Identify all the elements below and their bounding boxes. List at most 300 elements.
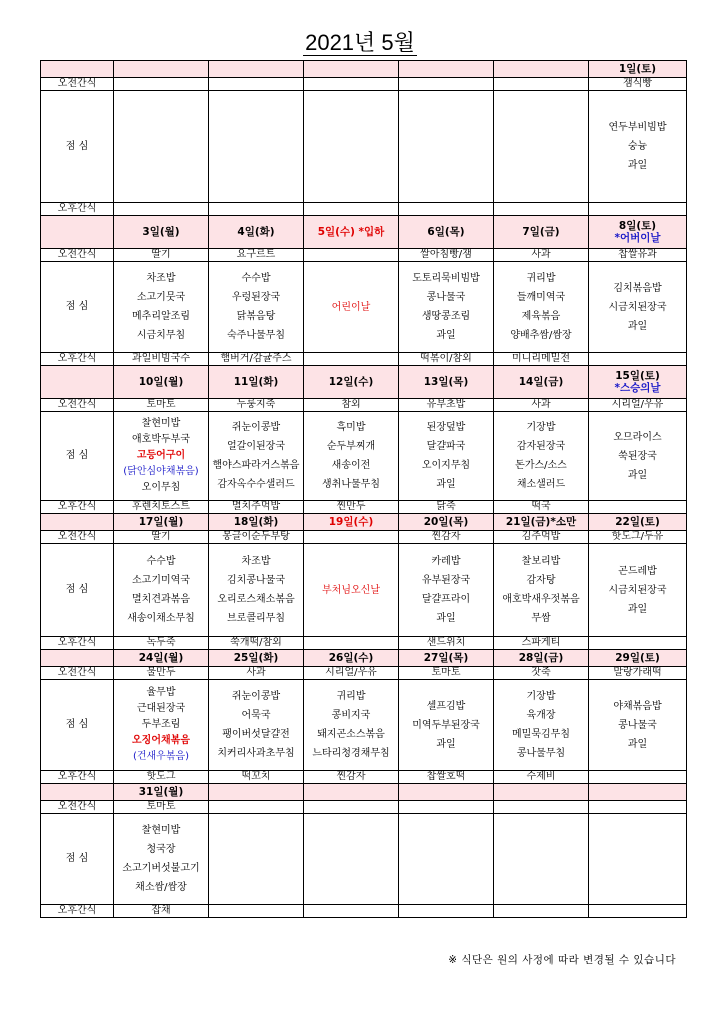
- lunch-cell: [589, 262, 687, 353]
- day-label: 27일(목): [423, 652, 469, 664]
- day-label: 25일(화): [233, 652, 279, 664]
- lunch-row: [41, 262, 687, 353]
- day-header-row: [41, 61, 687, 78]
- lunch-item: 달걀프라이: [421, 594, 471, 605]
- lunch-item: 시금치무침: [136, 330, 186, 341]
- lunch-cell: [399, 91, 494, 203]
- day-label: 26일(수): [328, 652, 374, 664]
- lunch-item: 순두부찌개: [326, 441, 376, 452]
- afternoon-snack-cell: [209, 905, 304, 918]
- afternoon-snack-cell: 미니리메밀전: [494, 353, 589, 366]
- lunch-item: 김치콩나물국: [227, 575, 285, 586]
- day-header-cell: [494, 366, 589, 399]
- morning-snack-cell: [209, 78, 304, 91]
- day-header-cell: [304, 216, 399, 249]
- lunch-row: [41, 91, 687, 203]
- menu-table: [40, 60, 687, 918]
- lunch-item: 생땅콩조림: [421, 311, 471, 322]
- afternoon-snack-label: 오후간식: [41, 771, 114, 784]
- morning-snack-cell: [304, 249, 399, 262]
- day-header-cell: [589, 366, 687, 399]
- afternoon-snack-cell: 핫도그: [114, 771, 209, 784]
- lunch-item: 쑥된장국: [618, 450, 657, 462]
- lunch-item: 두부조림: [141, 719, 181, 730]
- lunch-item: 과일: [627, 469, 648, 481]
- lunch-row: [41, 544, 687, 637]
- day-header-cell: [304, 514, 399, 531]
- lunch-item: 야채볶음밥: [613, 700, 662, 712]
- lunch-item: 차조밥: [146, 273, 176, 284]
- day-header-row: [41, 784, 687, 801]
- afternoon-snack-cell: [209, 203, 304, 216]
- morning-snack-label: 오전간식: [41, 801, 114, 814]
- morning-snack-cell: 물만두: [114, 667, 209, 680]
- lunch-label: 점 심: [41, 814, 114, 905]
- afternoon-snack-cell: [304, 353, 399, 366]
- day-label: 4일(화): [237, 226, 275, 238]
- afternoon-snack-cell: 떡꼬치: [209, 771, 304, 784]
- lunch-item: 오징어채볶음: [132, 735, 190, 746]
- day-header-cell: [114, 61, 209, 78]
- lunch-cell: [494, 544, 589, 637]
- lunch-item: 달걀파국: [426, 441, 466, 452]
- lunch-label: 점 심: [41, 412, 114, 501]
- lunch-item: 과일: [436, 330, 456, 341]
- morning-snack-cell: [589, 801, 687, 814]
- day-header-cell: [399, 784, 494, 801]
- lunch-item: 기장밥: [526, 691, 556, 702]
- lunch-item: 연두부비빔밥: [608, 122, 667, 133]
- lunch-item: 숙주나물무침: [227, 330, 285, 341]
- afternoon-snack-cell: [494, 905, 589, 918]
- day-label: 21일(금)*소만: [505, 516, 577, 528]
- day-label: 31일(월): [138, 786, 184, 798]
- day-label: 6일(목): [427, 226, 465, 238]
- lunch-item: 돈가스/소스: [515, 460, 567, 471]
- lunch-item: 과일: [627, 738, 648, 750]
- morning-snack-cell: [399, 801, 494, 814]
- afternoon-snack-cell: [589, 905, 687, 918]
- morning-snack-cell: 쌀아침빵/잼: [399, 249, 494, 262]
- lunch-item: 셀프김밥: [426, 700, 466, 712]
- lunch-item: 무쌈: [531, 613, 551, 624]
- morning-snack-cell: 찹쌀유과: [589, 249, 687, 262]
- lunch-cell: [399, 814, 494, 905]
- lunch-cell: [494, 814, 589, 905]
- morning-snack-cell: 잣죽: [494, 667, 589, 680]
- lunch-item: 청국장: [146, 844, 176, 855]
- afternoon-snack-cell: 수제비: [494, 771, 589, 784]
- lunch-label: 점 심: [41, 91, 114, 203]
- lunch-item: 오이무침: [141, 482, 181, 493]
- morning-snack-row: [41, 78, 687, 91]
- afternoon-snack-cell: 녹두죽: [114, 637, 209, 650]
- day-header-cell: [114, 514, 209, 531]
- afternoon-snack-cell: 찐만두: [304, 501, 399, 514]
- lunch-cell: [209, 814, 304, 905]
- afternoon-snack-label: 오후간식: [41, 637, 114, 650]
- lunch-cell: [114, 544, 209, 637]
- lunch-item: 미역두부된장국: [412, 719, 480, 731]
- day-header-cell: [209, 514, 304, 531]
- day-header-cell: [494, 514, 589, 531]
- lunch-item: 메추리알조림: [132, 311, 190, 322]
- lunch-item: 쥐눈이콩밥: [231, 422, 281, 433]
- afternoon-snack-cell: [114, 203, 209, 216]
- afternoon-snack-cell: [304, 203, 399, 216]
- morning-snack-row: [41, 399, 687, 412]
- lunch-item: 콩나물국: [426, 292, 466, 303]
- day-label: 20일(목): [423, 516, 469, 528]
- lunch-cell: [209, 91, 304, 203]
- day-label: 12일(수): [328, 376, 374, 388]
- morning-snack-cell: 요구르트: [209, 249, 304, 262]
- day-label: 10일(월): [138, 376, 184, 388]
- lunch-item: 메밀묵김무침: [512, 729, 570, 740]
- day-label: 14일(금): [518, 376, 564, 388]
- lunch-item: 오므라이스: [613, 431, 662, 443]
- day-header-cell: [209, 61, 304, 78]
- day-label: 3일(월): [142, 226, 180, 238]
- lunch-item: 소고기버섯불고기: [122, 863, 200, 874]
- lunch-cell: [304, 412, 399, 501]
- afternoon-snack-cell: [304, 637, 399, 650]
- lunch-item: 찰현미밥: [141, 825, 181, 836]
- morning-snack-cell: 말랑가래떡: [589, 667, 687, 680]
- afternoon-snack-cell: [589, 353, 687, 366]
- lunch-item: 시금치된장국: [608, 584, 667, 596]
- lunch-cell: [399, 680, 494, 771]
- morning-snack-label: 오전간식: [41, 667, 114, 680]
- afternoon-snack-cell: [589, 501, 687, 514]
- lunch-item: 소고기뭇국: [136, 292, 186, 303]
- afternoon-snack-cell: [589, 203, 687, 216]
- lunch-item: 감자옥수수샐러드: [217, 479, 295, 490]
- morning-snack-label: 오전간식: [41, 249, 114, 262]
- afternoon-snack-row: [41, 353, 687, 366]
- day-header-cell: [494, 216, 589, 249]
- day-header-cell: [209, 216, 304, 249]
- afternoon-snack-row: [41, 637, 687, 650]
- lunch-cell: [589, 544, 687, 637]
- lunch-item: 기장밥: [526, 422, 556, 433]
- lunch-item: 수수밥: [146, 556, 176, 567]
- lunch-cell: [399, 544, 494, 637]
- day-header-cell: [589, 61, 687, 78]
- morning-snack-label: 오전간식: [41, 531, 114, 544]
- lunch-item: 시금치된장국: [608, 301, 667, 313]
- morning-snack-cell: [494, 78, 589, 91]
- lunch-item: 귀리밥: [336, 691, 366, 702]
- afternoon-snack-row: [41, 501, 687, 514]
- afternoon-snack-cell: 잡채: [114, 905, 209, 918]
- afternoon-snack-cell: [589, 637, 687, 650]
- day-header-cell: [304, 61, 399, 78]
- afternoon-snack-cell: [304, 905, 399, 918]
- day-header-cell: [304, 784, 399, 801]
- lunch-item: 율무밥: [146, 687, 176, 698]
- morning-snack-cell: [304, 531, 399, 544]
- lunch-item: 애호박새우젓볶음: [502, 594, 580, 605]
- day-note: *스승의날: [614, 382, 661, 394]
- morning-snack-cell: 유부초밥: [399, 399, 494, 412]
- lunch-cell: [589, 412, 687, 501]
- afternoon-snack-cell: 후렌치토스트: [114, 501, 209, 514]
- day-header-cell: [114, 366, 209, 399]
- morning-snack-row: [41, 249, 687, 262]
- morning-snack-cell: [399, 78, 494, 91]
- morning-snack-cell: 누룽지죽: [209, 399, 304, 412]
- afternoon-snack-label: 오후간식: [41, 353, 114, 366]
- afternoon-snack-row: [41, 203, 687, 216]
- day-label: 22일(토): [615, 516, 660, 528]
- morning-snack-cell: [304, 78, 399, 91]
- day-label: 18일(화): [233, 516, 279, 528]
- lunch-item: 찰현미밥: [141, 418, 181, 429]
- morning-snack-cell: 사과: [494, 249, 589, 262]
- afternoon-snack-label: 오후간식: [41, 203, 114, 216]
- morning-snack-cell: 잼식빵: [589, 78, 687, 91]
- lunch-item: 과일: [627, 603, 648, 615]
- lunch-item: 된장덮밥: [426, 422, 466, 433]
- day-header-blank: [41, 650, 114, 667]
- morning-snack-cell: [209, 801, 304, 814]
- day-header-cell: [304, 366, 399, 399]
- day-header-cell: [589, 216, 687, 249]
- day-label: 7일(금): [522, 226, 560, 238]
- morning-snack-cell: 딸기: [114, 249, 209, 262]
- lunch-item: 콩나물국: [618, 719, 657, 731]
- lunch-cell: [114, 814, 209, 905]
- lunch-item: 카레밥: [431, 556, 461, 567]
- afternoon-snack-cell: 햄버거/감귤주스: [209, 353, 304, 366]
- morning-snack-row: [41, 801, 687, 814]
- day-label: 5일(수) *입하: [317, 226, 385, 238]
- day-header-cell: [399, 650, 494, 667]
- lunch-item: 과일: [627, 160, 648, 171]
- lunch-item: 닭볶음탕: [236, 311, 276, 322]
- lunch-row: [41, 680, 687, 771]
- day-header-cell: [114, 650, 209, 667]
- lunch-item: 새송이전: [331, 460, 371, 471]
- morning-snack-cell: 토마토: [399, 667, 494, 680]
- afternoon-snack-cell: 떡볶이/참외: [399, 353, 494, 366]
- morning-snack-cell: 토마토: [114, 399, 209, 412]
- morning-snack-cell: 사과: [494, 399, 589, 412]
- day-header-cell: [589, 784, 687, 801]
- lunch-cell: [304, 262, 399, 353]
- lunch-item: 육개장: [526, 710, 556, 721]
- lunch-item: 흑미밥: [336, 422, 366, 433]
- lunch-cell: [399, 412, 494, 501]
- lunch-cell: [304, 814, 399, 905]
- morning-snack-cell: 토마토: [114, 801, 209, 814]
- day-header-cell: [399, 366, 494, 399]
- lunch-item: 햄야스파라거스볶음: [212, 460, 300, 471]
- lunch-cell: [589, 91, 687, 203]
- day-label: 11일(화): [233, 376, 279, 388]
- day-header-cell: [494, 650, 589, 667]
- lunch-item: 브로콜리무침: [227, 613, 285, 624]
- lunch-item: 부처님오신날: [322, 584, 380, 596]
- lunch-item: 느타리청경채무침: [312, 748, 390, 759]
- day-header-cell: [114, 784, 209, 801]
- day-header-cell: [209, 784, 304, 801]
- lunch-item: 오이지무침: [421, 460, 471, 471]
- lunch-item: (건새우볶음): [132, 751, 190, 762]
- lunch-item: 치커리사과초무침: [217, 748, 295, 759]
- morning-snack-cell: 시리얼/우유: [304, 667, 399, 680]
- footnote: ※ 식단은 원의 사정에 따라 변경될 수 있습니다: [448, 954, 676, 966]
- day-header-cell: [589, 650, 687, 667]
- afternoon-snack-label: 오후간식: [41, 501, 114, 514]
- day-header-blank: [41, 366, 114, 399]
- morning-snack-cell: 찐감자: [399, 531, 494, 544]
- day-header-cell: [399, 514, 494, 531]
- lunch-cell: [209, 544, 304, 637]
- lunch-label: 점 심: [41, 544, 114, 637]
- afternoon-snack-cell: 샌드위치: [399, 637, 494, 650]
- lunch-cell: [114, 680, 209, 771]
- afternoon-snack-cell: [494, 203, 589, 216]
- afternoon-snack-cell: 스파게티: [494, 637, 589, 650]
- lunch-item: 차조밥: [241, 556, 271, 567]
- day-header-cell: [399, 61, 494, 78]
- lunch-cell: [494, 91, 589, 203]
- day-header-cell: [494, 784, 589, 801]
- lunch-item: 콩비지국: [331, 710, 371, 721]
- lunch-item: 팽이버섯달걀전: [222, 729, 290, 740]
- day-label: 28일(금): [518, 652, 564, 664]
- afternoon-snack-cell: 떡국: [494, 501, 589, 514]
- lunch-item: 소고기미역국: [132, 575, 190, 586]
- lunch-item: 김치볶음밥: [613, 282, 662, 294]
- lunch-row: [41, 814, 687, 905]
- day-header-row: [41, 216, 687, 249]
- lunch-item: 돼지곤소스볶음: [317, 729, 385, 740]
- day-header-row: [41, 366, 687, 399]
- afternoon-snack-cell: 닭죽: [399, 501, 494, 514]
- lunch-cell: [589, 680, 687, 771]
- lunch-cell: [209, 412, 304, 501]
- morning-snack-cell: 사과: [209, 667, 304, 680]
- day-header-blank: [41, 61, 114, 78]
- lunch-item: 과일: [436, 738, 456, 750]
- day-label: 29일(토): [615, 652, 660, 664]
- afternoon-snack-cell: 찹쌀호떡: [399, 771, 494, 784]
- lunch-item: 근대된장국: [136, 703, 186, 714]
- day-header-cell: [114, 216, 209, 249]
- lunch-cell: [304, 680, 399, 771]
- lunch-cell: [494, 262, 589, 353]
- afternoon-snack-cell: 멸치주먹밥: [209, 501, 304, 514]
- lunch-cell: [114, 412, 209, 501]
- day-header-cell: [209, 366, 304, 399]
- morning-snack-label: 오전간식: [41, 78, 114, 91]
- lunch-item: 생취나물무침: [322, 479, 380, 490]
- lunch-cell: [589, 814, 687, 905]
- day-label: 19일(수): [328, 516, 374, 528]
- page-title: 2021년 5월: [305, 30, 415, 55]
- day-header-cell: [399, 216, 494, 249]
- day-header-cell: [209, 650, 304, 667]
- lunch-item: 제육볶음: [521, 311, 561, 322]
- day-header-row: [41, 514, 687, 531]
- afternoon-snack-cell: [589, 771, 687, 784]
- day-header-cell: [494, 61, 589, 78]
- lunch-item: (닭안심야채볶음): [123, 466, 199, 477]
- lunch-row: [41, 412, 687, 501]
- day-header-blank: [41, 216, 114, 249]
- day-label: 8일(토): [618, 220, 657, 232]
- lunch-item: 양배추쌈/쌈장: [510, 330, 572, 341]
- lunch-item: 곤드레밥: [618, 565, 657, 577]
- lunch-cell: [304, 544, 399, 637]
- morning-snack-cell: [304, 801, 399, 814]
- lunch-cell: [494, 680, 589, 771]
- lunch-cell: [209, 680, 304, 771]
- lunch-item: 멸치견과볶음: [132, 594, 190, 605]
- lunch-cell: [494, 412, 589, 501]
- afternoon-snack-cell: 과일비빔국수: [114, 353, 209, 366]
- afternoon-snack-cell: 찐감자: [304, 771, 399, 784]
- day-header-cell: [589, 514, 687, 531]
- day-label: 1일(토): [618, 63, 657, 75]
- lunch-item: 찰보리밥: [521, 556, 561, 567]
- morning-snack-cell: 시리얼/우유: [589, 399, 687, 412]
- lunch-item: 감자탕: [526, 575, 556, 586]
- lunch-cell: [304, 91, 399, 203]
- lunch-item: 애호박두부국: [132, 434, 190, 445]
- lunch-item: 새송이채소무침: [127, 613, 195, 624]
- afternoon-snack-cell: 쑥개떡/참외: [209, 637, 304, 650]
- lunch-label: 점 심: [41, 680, 114, 771]
- morning-snack-cell: 김주먹밥: [494, 531, 589, 544]
- lunch-item: 채소쌈/쌈장: [135, 882, 187, 893]
- lunch-item: 쥐눈이콩밥: [231, 691, 281, 702]
- morning-snack-cell: 딸기: [114, 531, 209, 544]
- lunch-item: 수수밥: [241, 273, 271, 284]
- lunch-item: 콩나물무침: [516, 748, 566, 759]
- lunch-item: 우렁된장국: [231, 292, 281, 303]
- day-header-blank: [41, 784, 114, 801]
- morning-snack-row: [41, 531, 687, 544]
- afternoon-snack-cell: [399, 905, 494, 918]
- lunch-item: 들깨미역국: [516, 292, 566, 303]
- lunch-item: 도토리묵비빔밥: [412, 273, 480, 284]
- lunch-item: 유부된장국: [421, 575, 471, 586]
- day-label: 17일(월): [138, 516, 184, 528]
- lunch-item: 채소샐러드: [516, 479, 566, 490]
- day-note: *어버이날: [614, 232, 661, 244]
- afternoon-snack-label: 오후간식: [41, 905, 114, 918]
- lunch-item: 얼갈이된장국: [227, 441, 285, 452]
- lunch-cell: [114, 262, 209, 353]
- lunch-item: 감자된장국: [516, 441, 566, 452]
- lunch-item: 오리로스채소볶음: [217, 594, 295, 605]
- morning-snack-cell: 몽글이순두부탕: [209, 531, 304, 544]
- morning-snack-cell: [114, 78, 209, 91]
- day-label: 24일(월): [138, 652, 184, 664]
- afternoon-snack-row: [41, 771, 687, 784]
- lunch-item: 어묵국: [241, 710, 271, 721]
- lunch-cell: [209, 262, 304, 353]
- morning-snack-cell: 핫도그/두유: [589, 531, 687, 544]
- lunch-item: 어린이날: [331, 301, 371, 313]
- afternoon-snack-row: [41, 905, 687, 918]
- lunch-label: 점 심: [41, 262, 114, 353]
- lunch-item: 귀리밥: [526, 273, 556, 284]
